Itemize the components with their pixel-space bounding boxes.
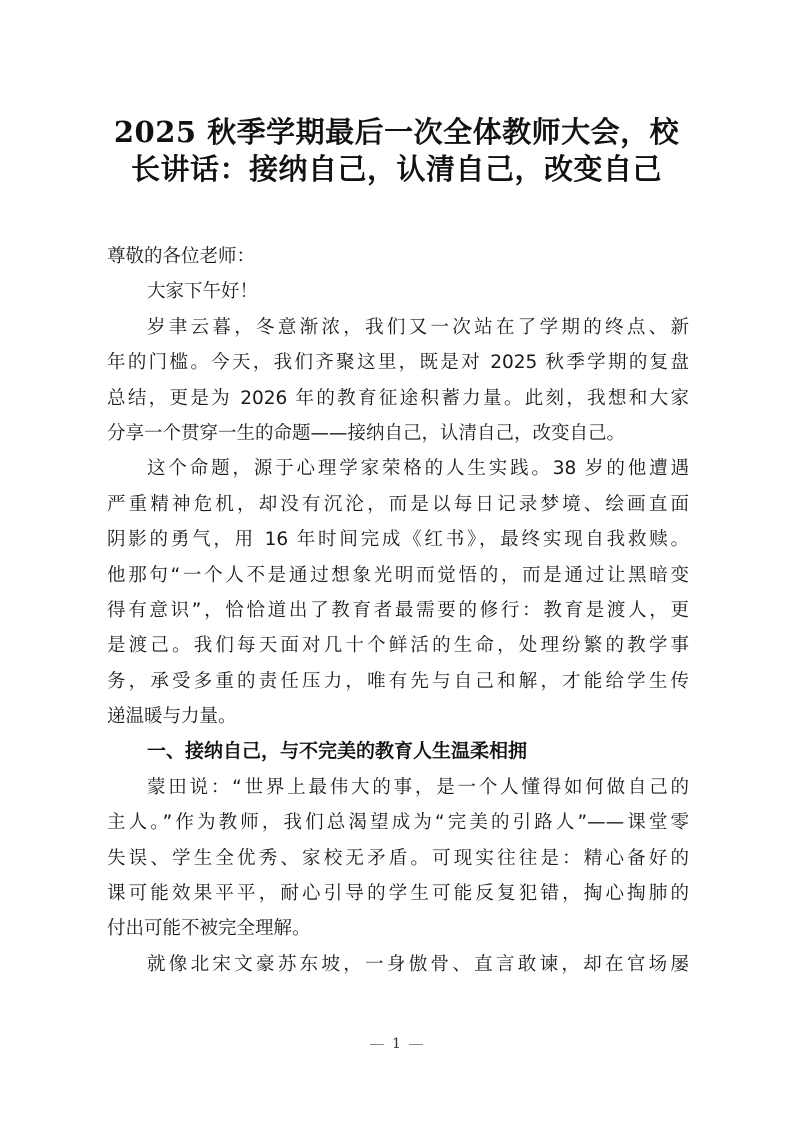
paragraph-line: 尊敬的各位老师： (107, 246, 256, 267)
paragraph-line: 课可能效果平平，耐心引导的学生可能反复犯错，掏心掏肺的 (107, 883, 689, 905)
paragraph-line: 大家下午好！ (147, 281, 259, 303)
paragraph-line: 他那句“一个人不是通过想象光明而觉悟的，而是通过让黑暗变 (107, 564, 689, 586)
document-title (100, 114, 693, 188)
paragraph-line: 严重精神危机，却没有沉沦，而是以每日记录梦境、绘画直面 (107, 493, 689, 515)
paragraph-line: 就像北宋文豪苏东坡，一身傲骨、直言敢谏，却在官场屡 (147, 953, 689, 975)
page-number: 1 (392, 1036, 401, 1052)
paragraph-line: 失误、学生全优秀、家校无矛盾。可现实往往是：精心备好的 (107, 847, 689, 869)
paragraph-line: 总结，更是为 2026 年的教育征途积蓄力量。此刻，我想和大家 (107, 387, 689, 409)
paragraph-line: 付出可能不被完全理解。 (107, 918, 311, 940)
paragraph-line: 分享一个贯穿一生的命题——接纳自己，认清自己，改变自己。 (107, 422, 626, 444)
title-line-2: 长讲话：接纳自己，认清自己，改变自己 (130, 152, 662, 186)
paragraph-line: 得有意识”，恰恰道出了教育者最需要的修行：教育是渡人，更 (107, 599, 689, 621)
footer-dash-right (409, 1044, 423, 1045)
paragraph-line: 这个命题，源于心理学家荣格的人生实践。38 岁的他遭遇 (147, 458, 689, 480)
paragraph-line: 蒙田说：“世界上最伟大的事，是一个人懂得如何做自己的 (147, 776, 689, 798)
paragraph-line: 岁聿云暮，冬意渐浓，我们又一次站在了学期的终点、新 (147, 316, 689, 338)
paragraph-line: 主人。”作为教师，我们总渴望成为“完美的引路人”——课堂零 (107, 812, 689, 834)
title-line-1: 2025 秋季学期最后一次全体教师大会，校 (113, 115, 680, 149)
paragraph-line: 阴影的勇气，用 16 年时间完成《红书》，最终实现自我救赎。 (107, 529, 689, 551)
page-footer (0, 1036, 793, 1052)
footer-dash-left (370, 1044, 384, 1045)
document-body (107, 239, 689, 982)
paragraph-line: 递温暖与力量。 (107, 706, 237, 728)
section-heading: 一、接纳自己，与不完美的教育人生温柔相拥 (147, 740, 528, 763)
paragraph-line: 年的门槛。今天，我们齐聚这里，既是对 2025 秋季学期的复盘 (107, 352, 689, 374)
paragraph-line: 务，承受多重的责任压力，唯有先与自己和解，才能给学生传 (107, 670, 689, 692)
paragraph-line: 是渡己。我们每天面对几十个鲜活的生命，处理纷繁的教学事 (107, 635, 689, 657)
